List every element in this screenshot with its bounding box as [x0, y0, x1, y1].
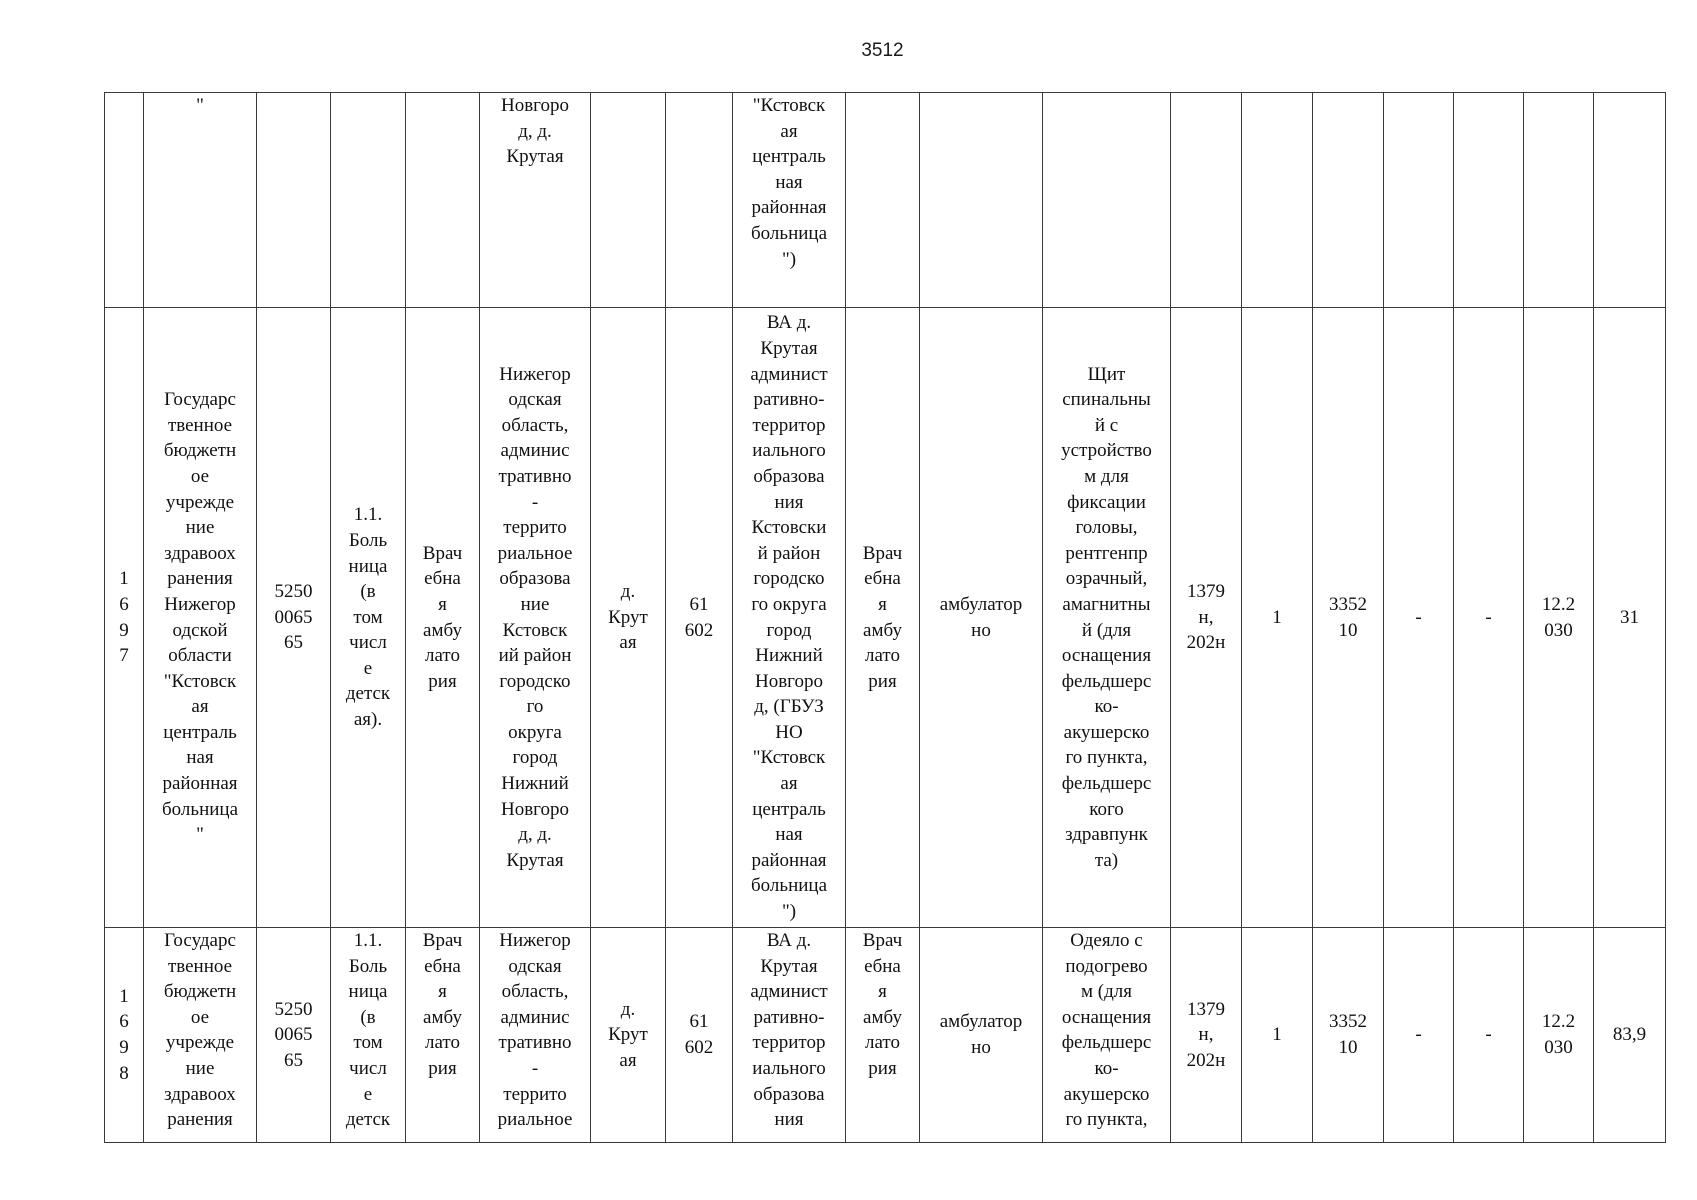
cell-inn: 5250 0065 65: [257, 308, 331, 928]
cell-division-type: Врач ебна я амбу лато рия: [406, 308, 480, 928]
cell-oktmo: [666, 93, 733, 308]
cell-date: 12.2 030: [1524, 308, 1594, 928]
cell-address: Нижегор одская область, админис тративно - террито риальное образова ние Кстовск ий район городско го округа город Нижний Новгоро д, д. Крутая: [480, 308, 591, 928]
cell-organization: ": [144, 93, 257, 308]
cell-address: Новгоро д, д. Крутая: [480, 93, 591, 308]
cell-okpd-code: 3352 10: [1313, 308, 1384, 928]
cell-empty-b: [1454, 93, 1524, 308]
cell-care-form: [920, 93, 1043, 308]
cell-row-number: [105, 93, 144, 308]
cell-quantity: [1242, 93, 1313, 308]
cell-equipment: [1043, 93, 1171, 308]
cell-organization: Государс твенное бюджетн ое учрежде ние здравоох ранения Нижегор одской области "Кстовск ая централь ная районная больница ": [144, 308, 257, 928]
cell-okpd-code: [1313, 93, 1384, 308]
table-row-1698: [105, 928, 1666, 1143]
cell-address: Нижегор одская область, админис тративно - террито риальное: [480, 928, 591, 1143]
table-body: [105, 93, 1666, 1143]
cell-inn: [257, 93, 331, 308]
cell-date: 12.2 030: [1524, 928, 1594, 1143]
cell-row-number: 1 6 9 7: [105, 308, 144, 928]
cell-unit-name: Врач ебна я амбу лато рия: [846, 308, 920, 928]
cell-quantity: 1: [1242, 308, 1313, 928]
cell-locality: д. Крут ая: [591, 308, 666, 928]
cell-empty-a: -: [1384, 308, 1454, 928]
cell-amount: [1594, 93, 1666, 308]
cell-date: [1524, 93, 1594, 308]
cell-inn: 5250 0065 65: [257, 928, 331, 1143]
cell-location-description: "Кстовск ая централь ная районная больница "): [733, 93, 846, 308]
cell-division-type: [406, 93, 480, 308]
cell-oktmo: 61 602: [666, 308, 733, 928]
cell-oktmo: 61 602: [666, 928, 733, 1143]
cell-category: 1.1. Боль ница (в том числ е детск ая).: [331, 308, 406, 928]
cell-order: 1379 н, 202н: [1171, 308, 1242, 928]
table-row-continued: [105, 93, 1666, 308]
cell-category: 1.1. Боль ница (в том числ е детск: [331, 928, 406, 1143]
cell-location-description: ВА д. Крутая админист ративно- территор иального образова ния Кстовски й район городско го округа город Нижний Новгоро д, (ГБУЗ НО "Кстовск ая централь ная районная больница "): [733, 308, 846, 928]
cell-organization: Государс твенное бюджетн ое учрежде ние здравоох ранения: [144, 928, 257, 1143]
cell-locality: д. Крут ая: [591, 928, 666, 1143]
cell-amount: 83,9: [1594, 928, 1666, 1143]
cell-equipment: Щит спинальны й с устройство м для фиксации головы, рентгенпр озрачный, амагнитны й (для оснащения фельдшерс ко- акушерско го пункта, фельдшерс кого здравпунк та): [1043, 308, 1171, 928]
cell-care-form: амбулатор но: [920, 308, 1043, 928]
cell-empty-b: -: [1454, 308, 1524, 928]
cell-amount: 31: [1594, 308, 1666, 928]
cell-unit-name: [846, 93, 920, 308]
cell-quantity: 1: [1242, 928, 1313, 1143]
cell-empty-a: [1384, 93, 1454, 308]
cell-row-number: 1 6 9 8: [105, 928, 144, 1143]
cell-unit-name: Врач ебна я амбу лато рия: [846, 928, 920, 1143]
cell-category: [331, 93, 406, 308]
cell-order: [1171, 93, 1242, 308]
cell-location-description: ВА д. Крутая админист ративно- территор иального образова ния: [733, 928, 846, 1143]
cell-division-type: Врач ебна я амбу лато рия: [406, 928, 480, 1143]
cell-empty-a: -: [1384, 928, 1454, 1143]
cell-care-form: амбулатор но: [920, 928, 1043, 1143]
page-number: 3512: [861, 40, 904, 61]
cell-locality: [591, 93, 666, 308]
cell-order: 1379 н, 202н: [1171, 928, 1242, 1143]
cell-equipment: Одеяло с подогрево м (для оснащения фельдшерс ко- акушерско го пункта,: [1043, 928, 1171, 1143]
registry-table: [104, 92, 1666, 1143]
cell-empty-b: -: [1454, 928, 1524, 1143]
table-row-1697: [105, 308, 1666, 928]
cell-okpd-code: 3352 10: [1313, 928, 1384, 1143]
